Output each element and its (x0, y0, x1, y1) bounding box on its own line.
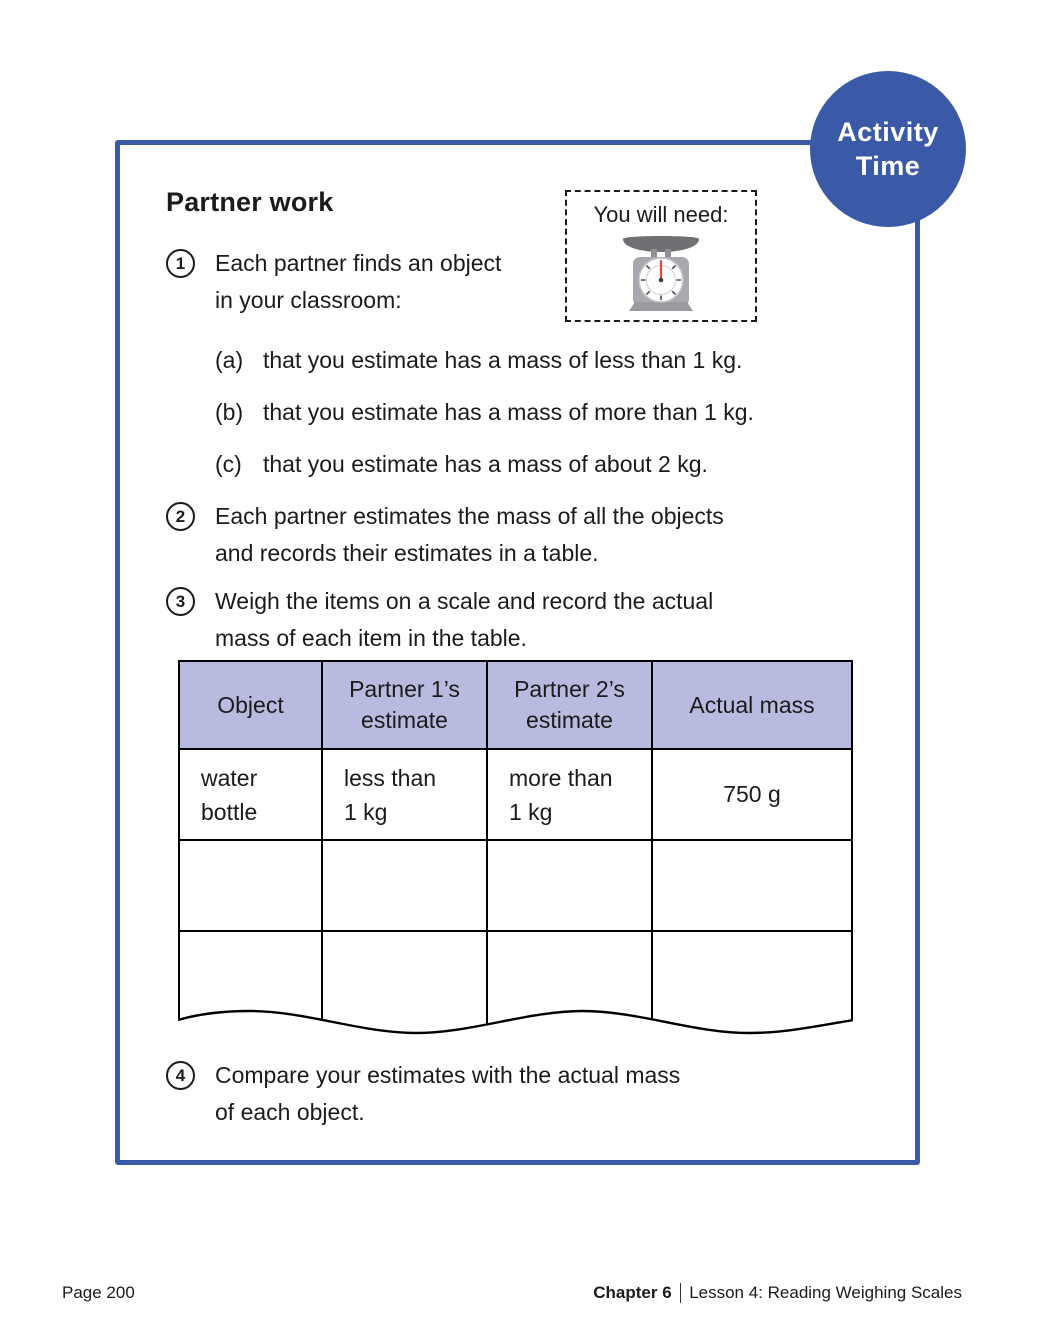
step-1 (166, 245, 915, 319)
step-2-line-2: and records their estimates in a table. (215, 540, 599, 566)
page-title: Partner work (166, 187, 334, 217)
step-1-subitems (215, 342, 915, 483)
badge-line-2: Time (855, 151, 921, 181)
step-1-number: 1 (166, 249, 195, 278)
empty-cell (178, 839, 321, 930)
step-1-text (215, 245, 501, 319)
subitem-a-text: that you estimate has a mass of less than 1 kg. (263, 347, 743, 373)
footer-chapter: Chapter 6 (593, 1283, 672, 1302)
step-3-number: 3 (166, 587, 195, 616)
empty-cell (651, 930, 853, 1000)
subitem-a-label: (a) (215, 347, 244, 373)
empty-cell (178, 930, 321, 1000)
activity-time-badge (810, 71, 966, 227)
empty-cell (486, 839, 651, 930)
subitem-a (215, 342, 915, 379)
subitem-b (215, 394, 915, 431)
cell-object: water bottle (178, 748, 321, 839)
header-partner2-estimate: Partner 2’s estimate (486, 660, 651, 748)
you-will-need-label: You will need: (593, 202, 729, 227)
footer-lesson: Lesson 4: Reading Weighing Scales (689, 1283, 962, 1302)
table-row-water-bottle (178, 748, 853, 839)
step-2 (166, 498, 915, 572)
table-torn-edge-wave (178, 1000, 853, 1044)
step-4-line-1: Compare your estimates with the actual mass (215, 1062, 681, 1088)
step-4-number: 4 (166, 1061, 195, 1090)
empty-cell (486, 930, 651, 1000)
step-3 (166, 583, 915, 657)
step-3-line-2: mass of each item in the table. (215, 625, 527, 651)
cell-partner1-estimate: less than 1 kg (321, 748, 486, 839)
empty-cell (651, 839, 853, 930)
empty-cell (321, 839, 486, 930)
step-2-number: 2 (166, 502, 195, 531)
footer-chapter-lesson (593, 1283, 962, 1303)
header-actual-mass: Actual mass (651, 660, 853, 748)
badge-line-1: Activity (837, 117, 939, 147)
step-4-text (215, 1057, 680, 1131)
cell-actual-mass: 750 g (651, 748, 853, 839)
estimates-table (178, 660, 853, 1044)
step-4-line-2: of each object. (215, 1099, 365, 1125)
step-1-line-2: in your classroom: (215, 287, 402, 313)
subitem-b-text: that you estimate has a mass of more than 1 kg. (263, 399, 754, 425)
footer-divider (680, 1283, 682, 1303)
page-footer (62, 1283, 962, 1303)
cell-partner2-estimate: more than 1 kg (486, 748, 651, 839)
step-2-text (215, 498, 724, 572)
table-row-empty-1 (178, 839, 853, 930)
step-3-line-1: Weigh the items on a scale and record the actual (215, 588, 714, 614)
activity-box (115, 140, 920, 1165)
weighing-scale-icon (620, 232, 702, 312)
page-number: Page 200 (62, 1283, 135, 1302)
subitem-c-label: (c) (215, 451, 242, 477)
header-object: Object (178, 660, 321, 748)
step-2-line-1: Each partner estimates the mass of all the objects (215, 503, 724, 529)
you-will-need-box (565, 190, 757, 322)
step-3-text (215, 583, 713, 657)
subitem-c-text: that you estimate has a mass of about 2 kg. (263, 451, 708, 477)
header-partner1-estimate: Partner 1’s estimate (321, 660, 486, 748)
subitem-b-label: (b) (215, 399, 244, 425)
step-1-line-1: Each partner finds an object (215, 250, 502, 276)
empty-cell (321, 930, 486, 1000)
table-row-empty-2 (178, 930, 853, 1000)
activity-content (120, 145, 915, 1160)
subitem-c (215, 446, 915, 483)
step-4 (166, 1057, 915, 1131)
table-header-row (178, 660, 853, 748)
